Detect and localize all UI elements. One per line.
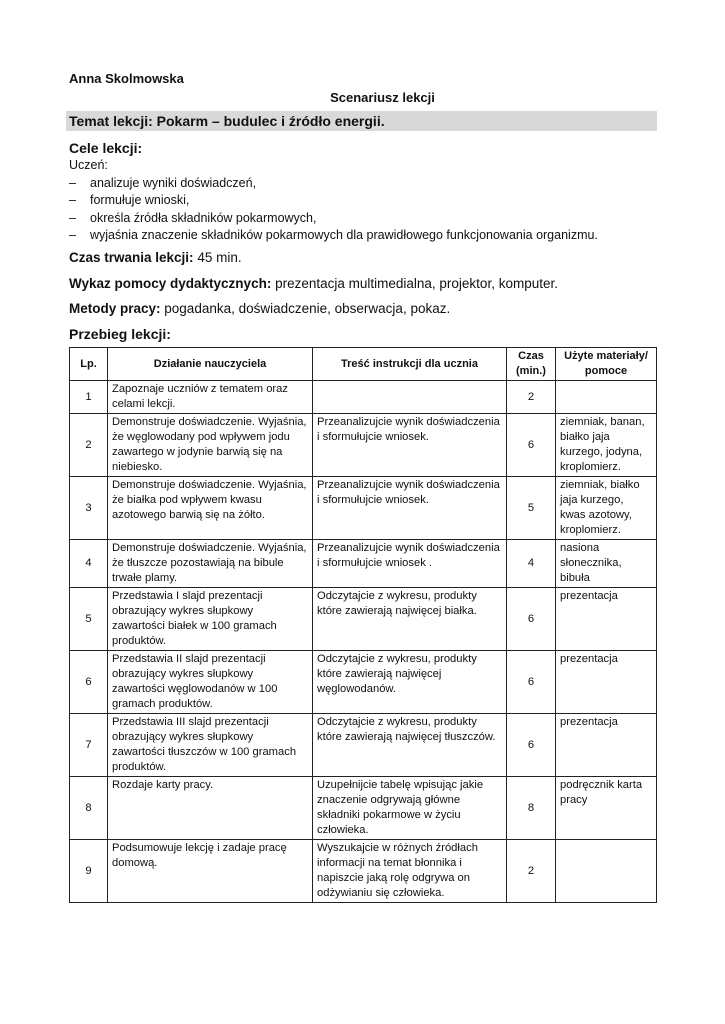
methods-value: pogadanka, doświadczenie, obserwacja, pokaz. [160,301,451,316]
cell-materials: ziemniak, białko jaja kurzego, kwas azotowy, kroplomierz. [556,477,657,540]
table-row [70,840,657,903]
aids-label: Wykaz pomocy dydaktycznych: [69,276,272,291]
table-row [70,381,657,414]
cell-instruction: Przeanalizujcie wynik doświadczenia i sformułujcie wniosek. [313,414,507,477]
header-lp: Lp. [70,348,108,381]
table-row [70,588,657,651]
cell-teacher: Demonstruje doświadczenie. Wyjaśnia, że węglowodany pod wpływem jodu zawartego w jodynie barwią się na niebiesko. [108,414,313,477]
cell-teacher: Przedstawia I slajd prezentacji obrazujący wykres słupkowy zawartości białek w 100 gramach produktów. [108,588,313,651]
duration-label: Czas trwania lekcji: [69,250,194,265]
header-materials: Użyte materiały/ pomoce [556,348,657,381]
goal-text: analizuje wyniki doświadczeń, [90,176,257,190]
cell-lp: 1 [70,381,108,414]
cell-lp: 4 [70,540,108,588]
cell-teacher: Demonstruje doświadczenie. Wyjaśnia, że białka pod wpływem kwasu azotowego barwią się na żółto. [108,477,313,540]
cell-lp: 8 [70,777,108,840]
cell-materials: podręcznik karta pracy [556,777,657,840]
table-row [70,414,657,477]
dash-bullet-icon: – [69,228,76,243]
cell-instruction: Odczytajcie z wykresu, produkty które zawierają najwięcej białka. [313,588,507,651]
author-name: Anna Skolmowska [69,71,184,86]
cell-materials: ziemniak, banan, białko jaja kurzego, jodyna, kroplomierz. [556,414,657,477]
cell-materials: nasiona słonecznika, bibuła [556,540,657,588]
goals-student-label: Uczeń: [69,158,108,172]
cell-lp: 9 [70,840,108,903]
cell-instruction: Przeanalizujcie wynik doświadczenia i sformułujcie wniosek . [313,540,507,588]
table-row [70,651,657,714]
methods-label: Metody pracy: [69,301,161,316]
goal-text: formułuje wnioski, [90,193,190,208]
header-teacher: Działanie nauczyciela [108,348,313,381]
cell-time: 4 [507,540,556,588]
goals-heading: Cele lekcji: [69,140,143,156]
cell-lp: 3 [70,477,108,540]
table-body [70,381,657,903]
cell-instruction: Odczytajcie z wykresu, produkty które zawierają najwięcej węglowodanów. [313,651,507,714]
goal-item [69,210,598,227]
header-instruction: Treść instrukcji dla ucznia [313,348,507,381]
dash-bullet-icon: – [69,193,76,208]
cell-time: 6 [507,414,556,477]
cell-materials: prezentacja [556,714,657,777]
header-time: Czas (min.) [507,348,556,381]
table-row [70,777,657,840]
goal-text: określa źródła składników pokarmowych, [90,210,317,225]
goal-item [69,192,598,209]
cell-materials: prezentacja [556,651,657,714]
flow-heading: Przebieg lekcji: [69,326,171,342]
methods-line [69,301,450,316]
lesson-topic: Temat lekcji: Pokarm – budulec i źródło energii. [66,111,657,131]
cell-time: 2 [507,840,556,903]
table-row [70,540,657,588]
table-row [70,714,657,777]
cell-time: 6 [507,588,556,651]
document-title: Scenariusz lekcji [330,90,435,105]
cell-lp: 5 [70,588,108,651]
cell-teacher: Podsumowuje lekcję i zadaje pracę domową. [108,840,313,903]
cell-teacher: Rozdaje karty pracy. [108,777,313,840]
dash-bullet-icon: – [69,210,76,225]
duration-line [69,250,242,265]
goal-item [69,175,598,192]
cell-instruction: Uzupełnijcie tabelę wpisując jakie znaczenie odgrywają główne składniki pokarmowe w życiu człowieka. [313,777,507,840]
duration-value: 45 min. [193,250,242,265]
cell-teacher: Przedstawia II slajd prezentacji obrazujący wykres słupkowy zawartości węglowodanów w 100 gramach produktów. [108,651,313,714]
dash-bullet-icon: – [69,176,76,190]
cell-lp: 7 [70,714,108,777]
goal-text: wyjaśnia znaczenie składników pokarmowych dla prawidłowego funkcjonowania organizmu. [90,228,598,243]
lesson-plan-table [69,347,657,903]
cell-time: 2 [507,381,556,414]
aids-line [69,276,558,291]
cell-time: 6 [507,714,556,777]
cell-materials [556,840,657,903]
cell-time: 6 [507,651,556,714]
table-header-row [70,348,657,381]
cell-materials: prezentacja [556,588,657,651]
cell-instruction: Odczytajcie z wykresu, produkty które zawierają najwięcej tłuszczów. [313,714,507,777]
cell-instruction: Wyszukajcie w różnych źródłach informacji na temat błonnika i napiszcie jaką rolę odgrywa on odżywianiu się człowieka. [313,840,507,903]
cell-teacher: Demonstruje doświadczenie. Wyjaśnia, że tłuszcze pozostawiają na bibule trwałe plamy. [108,540,313,588]
cell-instruction: Przeanalizujcie wynik doświadczenia i sformułujcie wniosek. [313,477,507,540]
cell-teacher: Przedstawia III slajd prezentacji obrazujący wykres słupkowy zawartości tłuszczów w 100 gramach produktów. [108,714,313,777]
cell-lp: 2 [70,414,108,477]
goal-item [69,227,598,244]
goals-list [69,175,598,245]
cell-materials [556,381,657,414]
table-row [70,477,657,540]
cell-time: 8 [507,777,556,840]
cell-instruction [313,381,507,414]
cell-time: 5 [507,477,556,540]
cell-teacher: Zapoznaje uczniów z tematem oraz celami lekcji. [108,381,313,414]
aids-value: prezentacja multimedialna, projektor, komputer. [271,276,558,291]
cell-lp: 6 [70,651,108,714]
